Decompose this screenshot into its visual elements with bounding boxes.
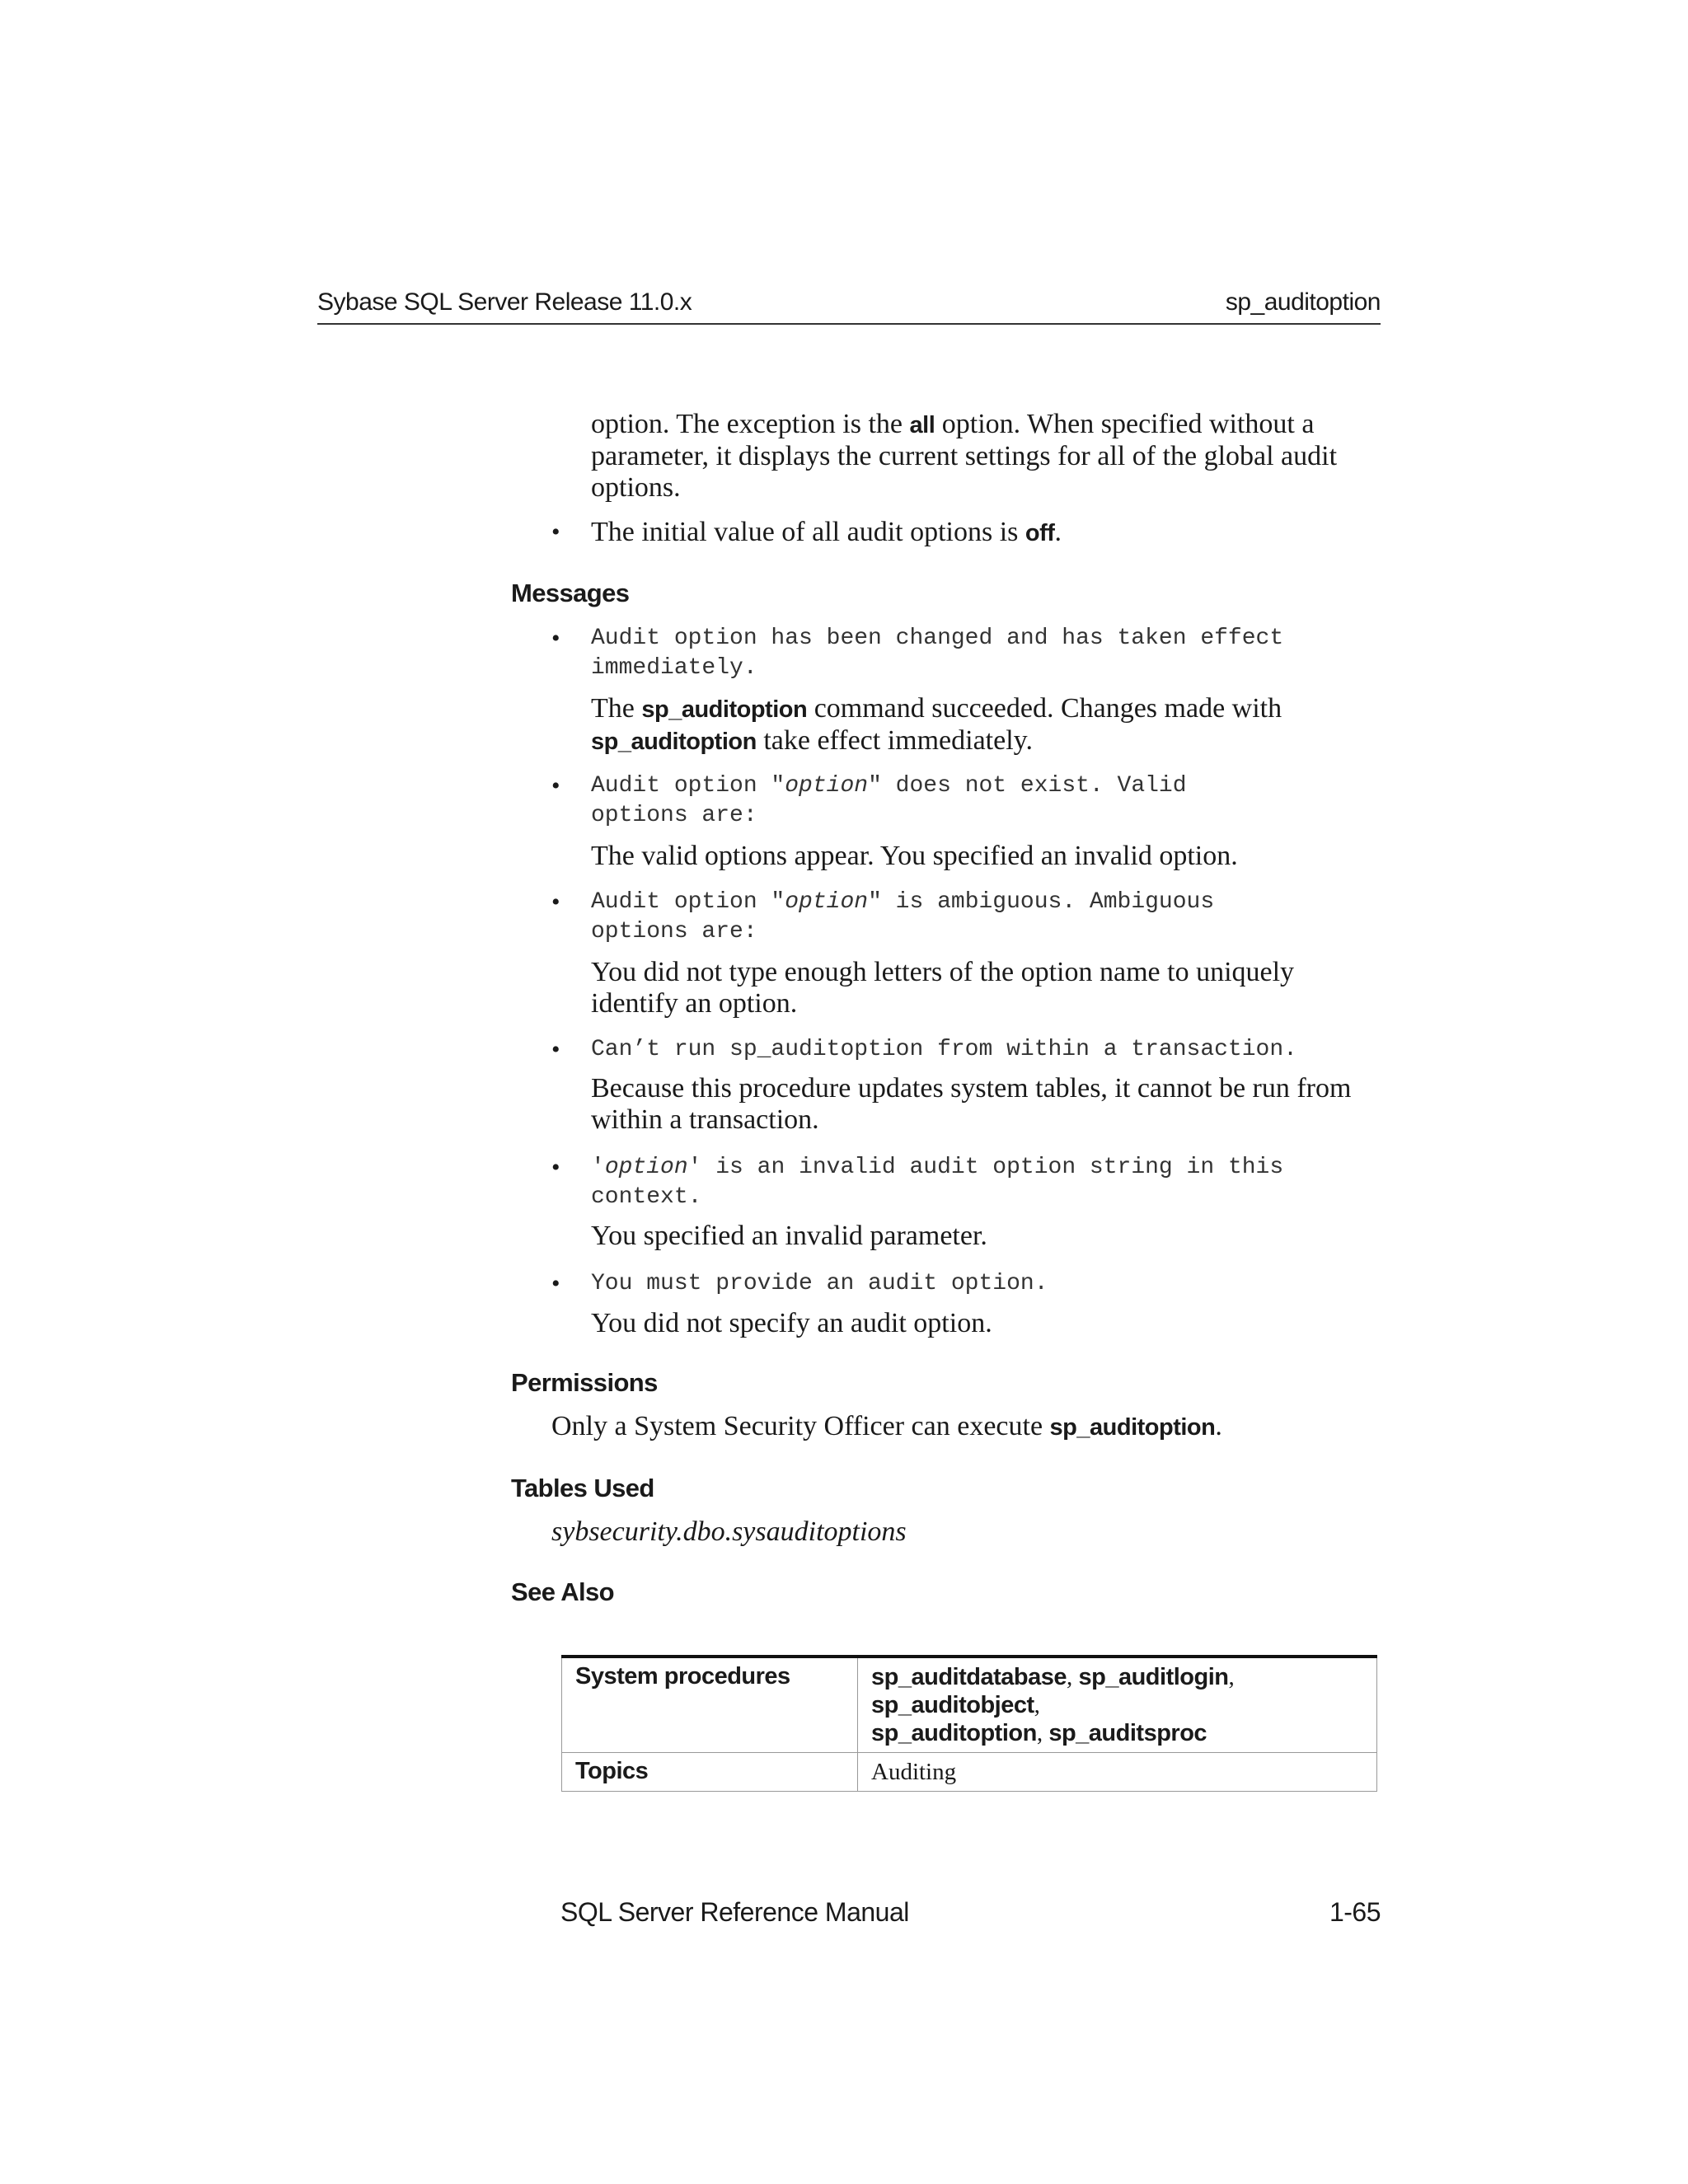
procedure-link: sp_auditoption — [871, 1720, 1037, 1746]
bullet-dot: • — [551, 1270, 560, 1297]
m5-code-variable: option — [604, 1155, 688, 1180]
m1-keyword-1: sp_auditoption — [641, 696, 808, 723]
intro-keyword: all — [909, 412, 935, 438]
bullet-dot: • — [551, 625, 560, 652]
message-1-description — [591, 693, 1366, 757]
m3-code-b: " is ambiguous. Ambiguous options are: — [591, 889, 1215, 944]
see-also-heading: See Also — [511, 1577, 614, 1606]
message-1-code: Audit option has been changed and has taken effect immediately. — [591, 626, 1284, 681]
intro-paragraph — [591, 409, 1378, 504]
header-topic: sp_auditoption — [1225, 288, 1381, 316]
permissions-heading: Permissions — [511, 1368, 658, 1397]
m2-code-variable: option — [785, 773, 869, 799]
see-also-table — [561, 1655, 1377, 1792]
procedure-link: sp_auditobject — [871, 1692, 1034, 1718]
tables-used-heading: Tables Used — [511, 1474, 654, 1502]
m2-code-a: Audit option " — [591, 773, 785, 799]
table-cell-procedures: sp_auditdatabase, sp_auditlogin, sp_auditobject, sp_auditoption, sp_auditsproc — [858, 1657, 1377, 1753]
procedure-link: sp_auditsproc — [1048, 1720, 1207, 1746]
message-5-code — [591, 1153, 1357, 1212]
bullet-dot: • — [551, 772, 560, 799]
procedure-link: sp_auditlogin — [1078, 1664, 1229, 1690]
bullet-text-b: . — [1054, 517, 1062, 547]
message-6-description: You did not specify an audit option. — [591, 1308, 992, 1338]
permissions-text-a: Only a System Security Officer can execute — [551, 1411, 1050, 1441]
table-cell-label: Topics — [562, 1753, 858, 1792]
permissions-text — [551, 1411, 1376, 1443]
procedure-link: sp_auditdatabase — [871, 1664, 1067, 1690]
message-3-code — [591, 888, 1292, 947]
page-number: 1-65 — [1329, 1897, 1381, 1927]
header-product: Sybase SQL Server Release 11.0.x — [317, 288, 692, 316]
permissions-text-b: . — [1215, 1411, 1222, 1441]
table-cell-topics: Auditing — [858, 1753, 1377, 1792]
message-2-code — [591, 771, 1267, 831]
m1-text-1: The — [591, 693, 642, 724]
message-2-description: The valid options appear. You specified an invalid option. — [591, 841, 1238, 871]
bullet-dot: • — [551, 1154, 560, 1181]
footer-manual-title: SQL Server Reference Manual — [560, 1897, 909, 1927]
tables-used-text: sybsecurity.dbo.sysauditoptions — [551, 1516, 907, 1547]
bullet-dot: • — [551, 888, 560, 916]
message-4-description: Because this procedure updates system tables, it cannot be run from within a transaction. — [591, 1073, 1352, 1135]
m3-code-variable: option — [785, 889, 869, 915]
bullet-text-a: The initial value of all audit options is — [591, 517, 1025, 547]
bullet-keyword: off — [1025, 520, 1055, 546]
m2-code-b: " does not exist. Valid options are: — [591, 773, 1187, 828]
m5-code-a: ' — [591, 1155, 605, 1180]
m1-keyword-2: sp_auditoption — [591, 729, 757, 755]
permissions-keyword: sp_auditoption — [1049, 1414, 1216, 1441]
intro-bullet — [591, 517, 1378, 549]
m5-code-b: ' is an invalid audit option string in this context. — [591, 1155, 1284, 1210]
m3-code-a: Audit option " — [591, 889, 785, 915]
messages-heading: Messages — [511, 579, 630, 607]
table-cell-label: System procedures — [562, 1657, 858, 1753]
table-row — [562, 1657, 1377, 1753]
running-footer — [560, 1897, 1381, 1928]
intro-text-b: option. When specified without a parameter, it displays the current settings for all of the global audit options. — [591, 409, 1338, 503]
m1-text-2: command succeeded. Changes made with — [807, 693, 1282, 724]
bullet-dot: • — [551, 1036, 560, 1063]
m1-text-3: take effect immediately. — [756, 725, 1033, 756]
message-3-description: You did not type enough letters of the option name to uniquely identify an option. — [591, 957, 1295, 1019]
bullet-dot: • — [551, 518, 560, 546]
running-header — [317, 288, 1381, 325]
message-5-description: You specified an invalid parameter. — [591, 1221, 987, 1251]
intro-text-a: option. The exception is the — [591, 409, 910, 439]
message-4-code: Can’t run sp_auditoption from within a transaction. — [591, 1037, 1297, 1062]
message-6-code: You must provide an audit option. — [591, 1271, 1048, 1296]
table-row — [562, 1753, 1377, 1792]
